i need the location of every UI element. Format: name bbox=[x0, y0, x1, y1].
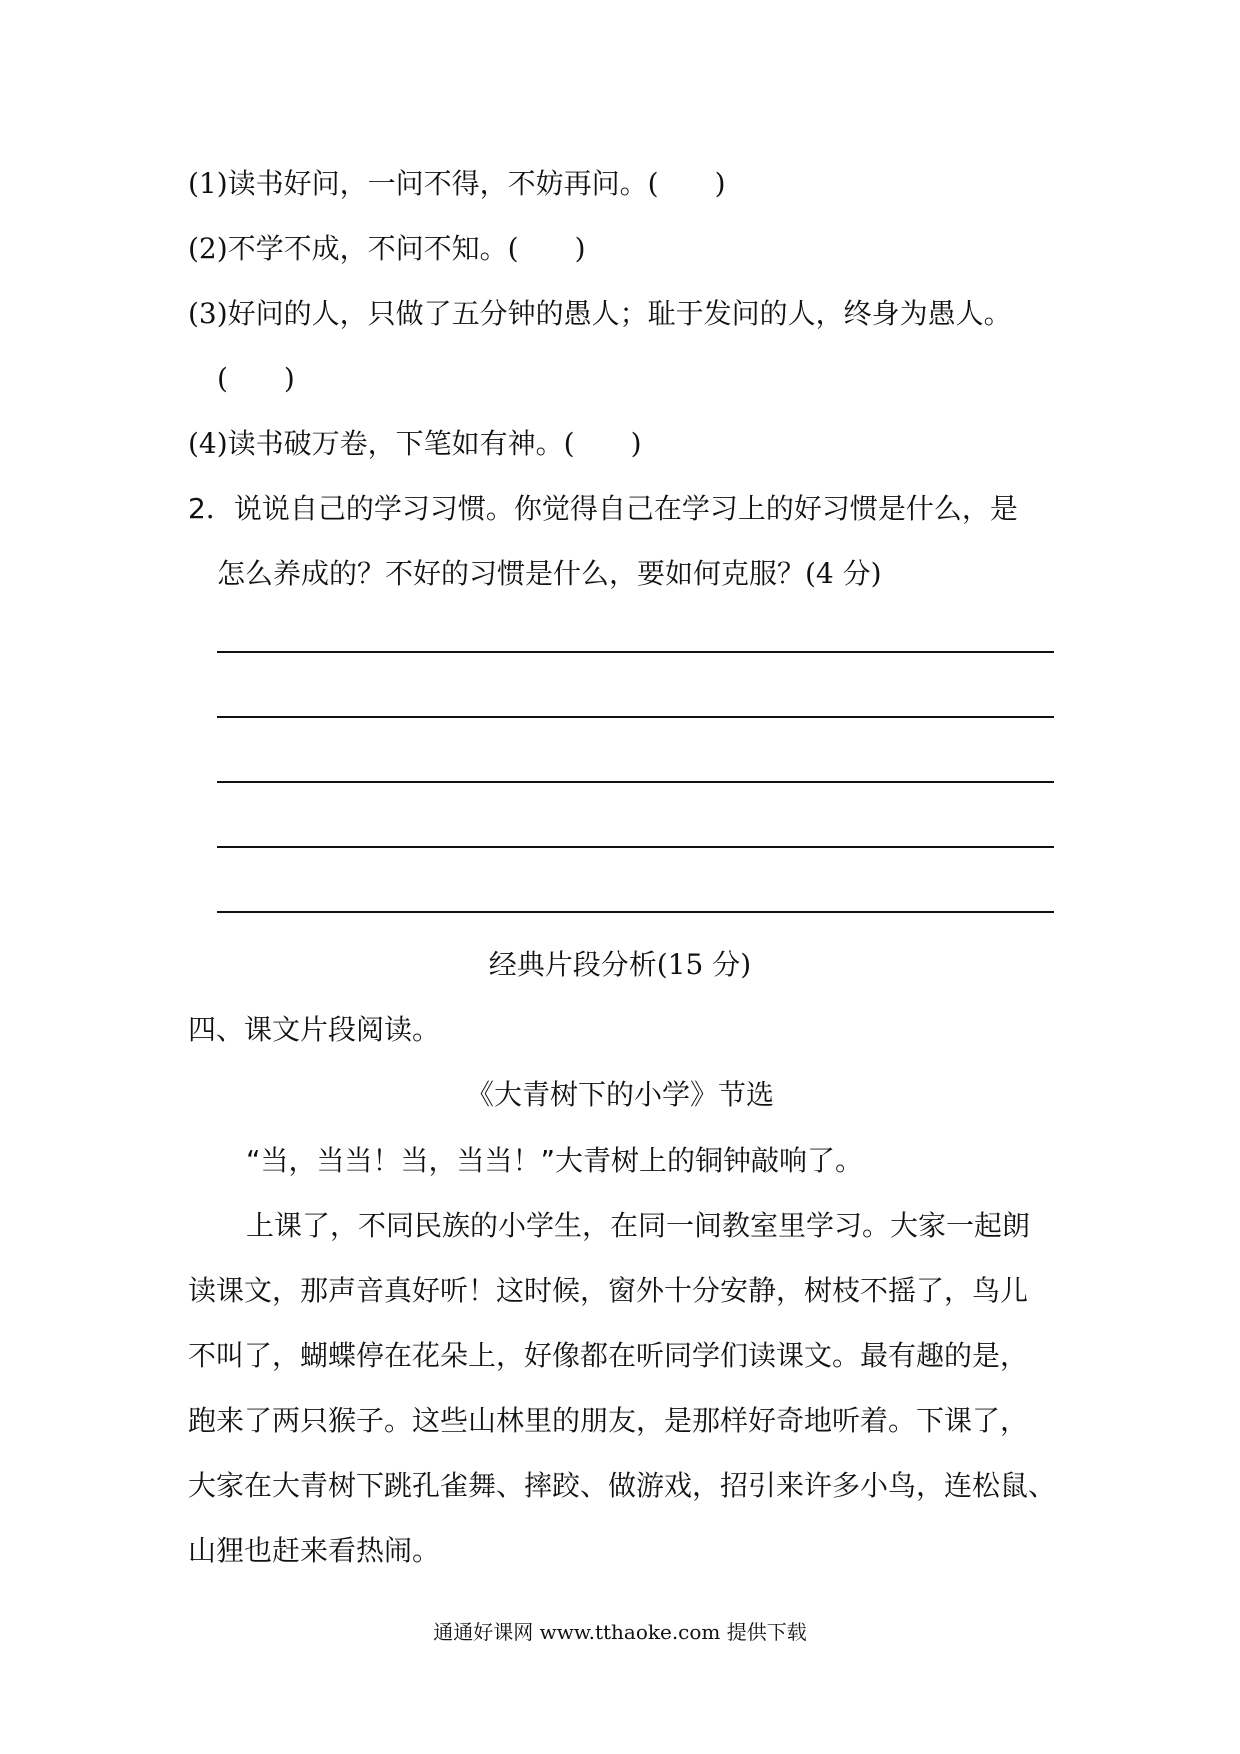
proverb-2: (2)不学不成，不问不知。( ) bbox=[188, 232, 586, 265]
footer-credit: 通通好课网 www.tthaoke.com 提供下载 bbox=[433, 1620, 807, 1644]
answer-line bbox=[217, 716, 1054, 718]
proverb-3: (3)好问的人，只做了五分钟的愚人；耻于发问的人，终身为愚人。 bbox=[188, 297, 1012, 330]
section-title: 经典片段分析(15 分) bbox=[488, 948, 752, 981]
proverb-1: (1)读书好问，一问不得，不妨再问。( ) bbox=[188, 167, 726, 200]
question-2-line-2: 怎么养成的？不好的习惯是什么，要如何克服？(4 分) bbox=[217, 557, 882, 590]
passage-line-5: 跑来了两只猴子。这些山林里的朋友，是那样好奇地听着。下课了， bbox=[188, 1404, 1029, 1437]
answer-line bbox=[217, 781, 1054, 783]
excerpt-title: 《大青树下的小学》节选 bbox=[465, 1078, 774, 1111]
passage-line-4: 不叫了，蝴蝶停在花朵上，好像都在听同学们读课文。最有趣的是， bbox=[188, 1339, 1029, 1372]
proverb-3-answer-bracket: ( ) bbox=[217, 362, 295, 395]
question-2-line-1: 2．说说自己的学习习惯。你觉得自己在学习上的好习惯是什么，是 bbox=[188, 492, 1018, 525]
passage-line-2: 上课了，不同民族的小学生，在同一间教室里学习。大家一起朗 bbox=[246, 1209, 1031, 1242]
proverb-4: (4)读书破万卷，下笔如有神。( ) bbox=[188, 427, 642, 460]
answer-line bbox=[217, 651, 1054, 653]
answer-line bbox=[217, 911, 1054, 913]
passage-line-6: 大家在大青树下跳孔雀舞、摔跤、做游戏，招引来许多小鸟，连松鼠、 bbox=[188, 1469, 1057, 1502]
passage-line-7: 山狸也赶来看热闹。 bbox=[188, 1534, 441, 1567]
part-four-heading: 四、课文片段阅读。 bbox=[188, 1013, 441, 1046]
passage-line-1: “当，当当！当，当当！”大青树上的铜钟敲响了。 bbox=[246, 1144, 864, 1177]
answer-line bbox=[217, 846, 1054, 848]
passage-line-3: 读课文，那声音真好听！这时候，窗外十分安静，树枝不摇了，鸟儿 bbox=[188, 1274, 1029, 1307]
